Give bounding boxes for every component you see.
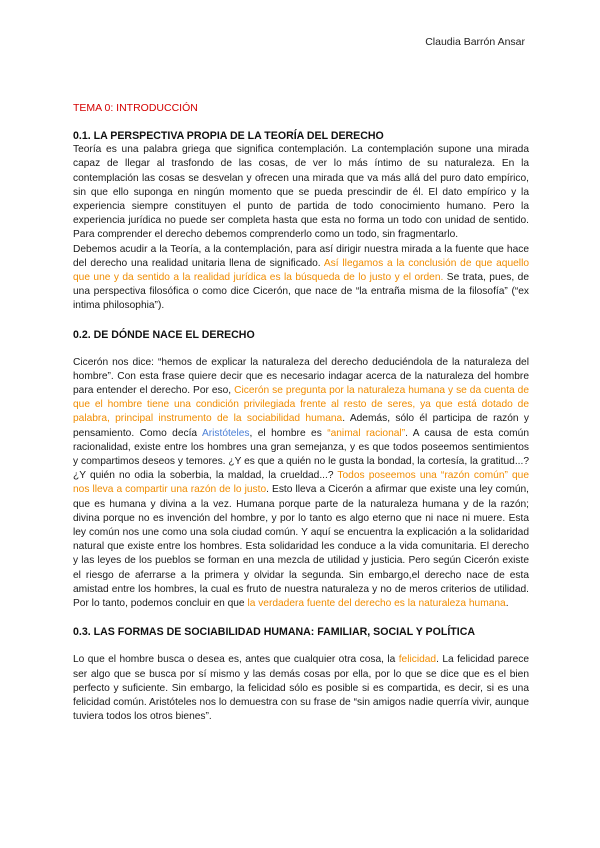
text-run: Se trata, pues, de una perspectiva filosófica o como dice Cicerón, que nace de “la entraña misma de la filosofía” (“ex intima philosophia”). [73, 272, 529, 312]
highlighted-text: felicidad [398, 654, 437, 666]
text-run: . Además, sólo él participa de razón y pensamiento. Como decía [73, 413, 529, 439]
highlighted-text: Cicerón se pregunta por la naturaleza humana y se da cuenta de que el hombre tiene una condición privilegiada frente al resto de seres, ya que está dotado de palabra, principal instrumento de la sociabilidad humana [73, 385, 529, 425]
highlighted-text: “animal racional” [327, 427, 406, 439]
document-body [73, 101, 529, 724]
text-run: . [505, 598, 509, 610]
text-run: . A causa de esta común racionalidad, existe entre los hombres una gran semejanza, y es que todos poseemos sentimientos y compartimos deseos y temores. ¿Y es que a quién no le gusta la bondad, la cortesía, la gratitud...? ¿Y quién no odia la soberbia, la maldad, la crueldad...? [73, 427, 529, 482]
text-run: , el hombre es [249, 427, 328, 439]
section-heading-3: 0.3. LAS FORMAS DE SOCIABILIDAD HUMANA: FAMILIAR, SOCIAL Y POLÍTICA [73, 626, 475, 639]
section-2-paragraph [73, 356, 529, 612]
blue-highlighted-text: Aristóteles [201, 427, 250, 439]
section-3-paragraph [73, 653, 529, 724]
section-heading-1: 0.1. LA PERSPECTIVA PROPIA DE LA TEORÍA DEL DERECHO [73, 130, 384, 143]
text-run: . Esto lleva a Cicerón a afirmar que existe una ley común, que es humana y divina a la vez. Humana porque parte de la naturaleza humana y de la razón; divina porque no es invención del hombre, y por lo tanto es algo eterno que ni nace ni muere. Esta ley común nos une como una sola ciudad común. Y aquí se encuentra la explicación a la solidaridad natural que existe entre los hombres. Esta solidaridad les conduce a la vida comunitaria. El derecho y las leyes de los pueblos se forman en una mezcla de utilidad y justicia. Pero según Cicerón existe el riesgo de aferrarse a la primera y olvidar la segunda. Sin embargo,el derecho nace de esta amistad entre los hombres, la cual es fruto de nuestra naturaleza y no de meros criterios de utilidad. Por lo tanto, podemos concluir en que [73, 484, 529, 610]
section-1-paragraph-2 [73, 243, 529, 314]
text-run: Lo que el hombre busca o desea es, antes que cualquier otra cosa, la [73, 654, 399, 666]
highlighted-text: Todos poseemos una “razón común” que nos lleva a compartir una razón de lo justo [73, 470, 529, 496]
section-heading-2: 0.2. DE DÓNDE NACE EL DERECHO [73, 328, 255, 341]
section-1-paragraph-1: Teoría es una palabra griega que significa contemplación. La contemplación supone una mirada capaz de llegar al trasfondo de las cosas, de ver lo más íntimo de su naturaleza. En la contemplación las cosas se desvelan y ofrecen una mirada que va más allá del puro dato empírico, sin que ello suponga en ningún momento que se pueda prescindir de él. El dato empírico y la experiencia siempre constituyen el punto de partida de todo conocimiento humano. Pero la experiencia jurídica no puede ser completa hasta que esta no forma un todo con unidad de sentido. Para comprender el derecho debemos comprenderlo como un todo, sin fragmentarlo. [73, 144, 529, 241]
text-run: Debemos acudir a la Teoría, a la contemplación, para así dirigir nuestra mirada a la fuente que hace del derecho una realidad unitaria llena de significado. [73, 243, 529, 269]
text-run: . La felicidad parece ser algo que se busca por sí mismo y las demás cosas por ella, por lo que se dice que es el bien perfecto y suficiente. Sin embargo, la felicidad sólo es posible si es compartida, es decir, si es una felicidad común. Aristóteles nos lo demuestra con su frase de “sin amigos nadie querría vivir, aunque tuviera todos los otros bienes”. [73, 654, 530, 723]
highlighted-text: Así llegamos a la conclusión de que aquello que une y da sentido a la realidad jurídica es la búsqueda de lo justo y el orden. [73, 257, 529, 284]
text-run: Cicerón nos dice: “hemos de explicar la naturaleza del derecho deduciéndola de la naturaleza del hombre”. Con esta frase quiere decir que es necesario indagar acerca de la naturaleza del hombre para entender el derecho. Por eso, [73, 356, 529, 397]
author-name: Claudia Barrón Ansar [425, 36, 525, 48]
topic-title: TEMA 0: INTRODUCCIÓN [73, 102, 198, 114]
highlighted-text: la verdadera fuente del derecho es la naturaleza humana [247, 598, 506, 610]
